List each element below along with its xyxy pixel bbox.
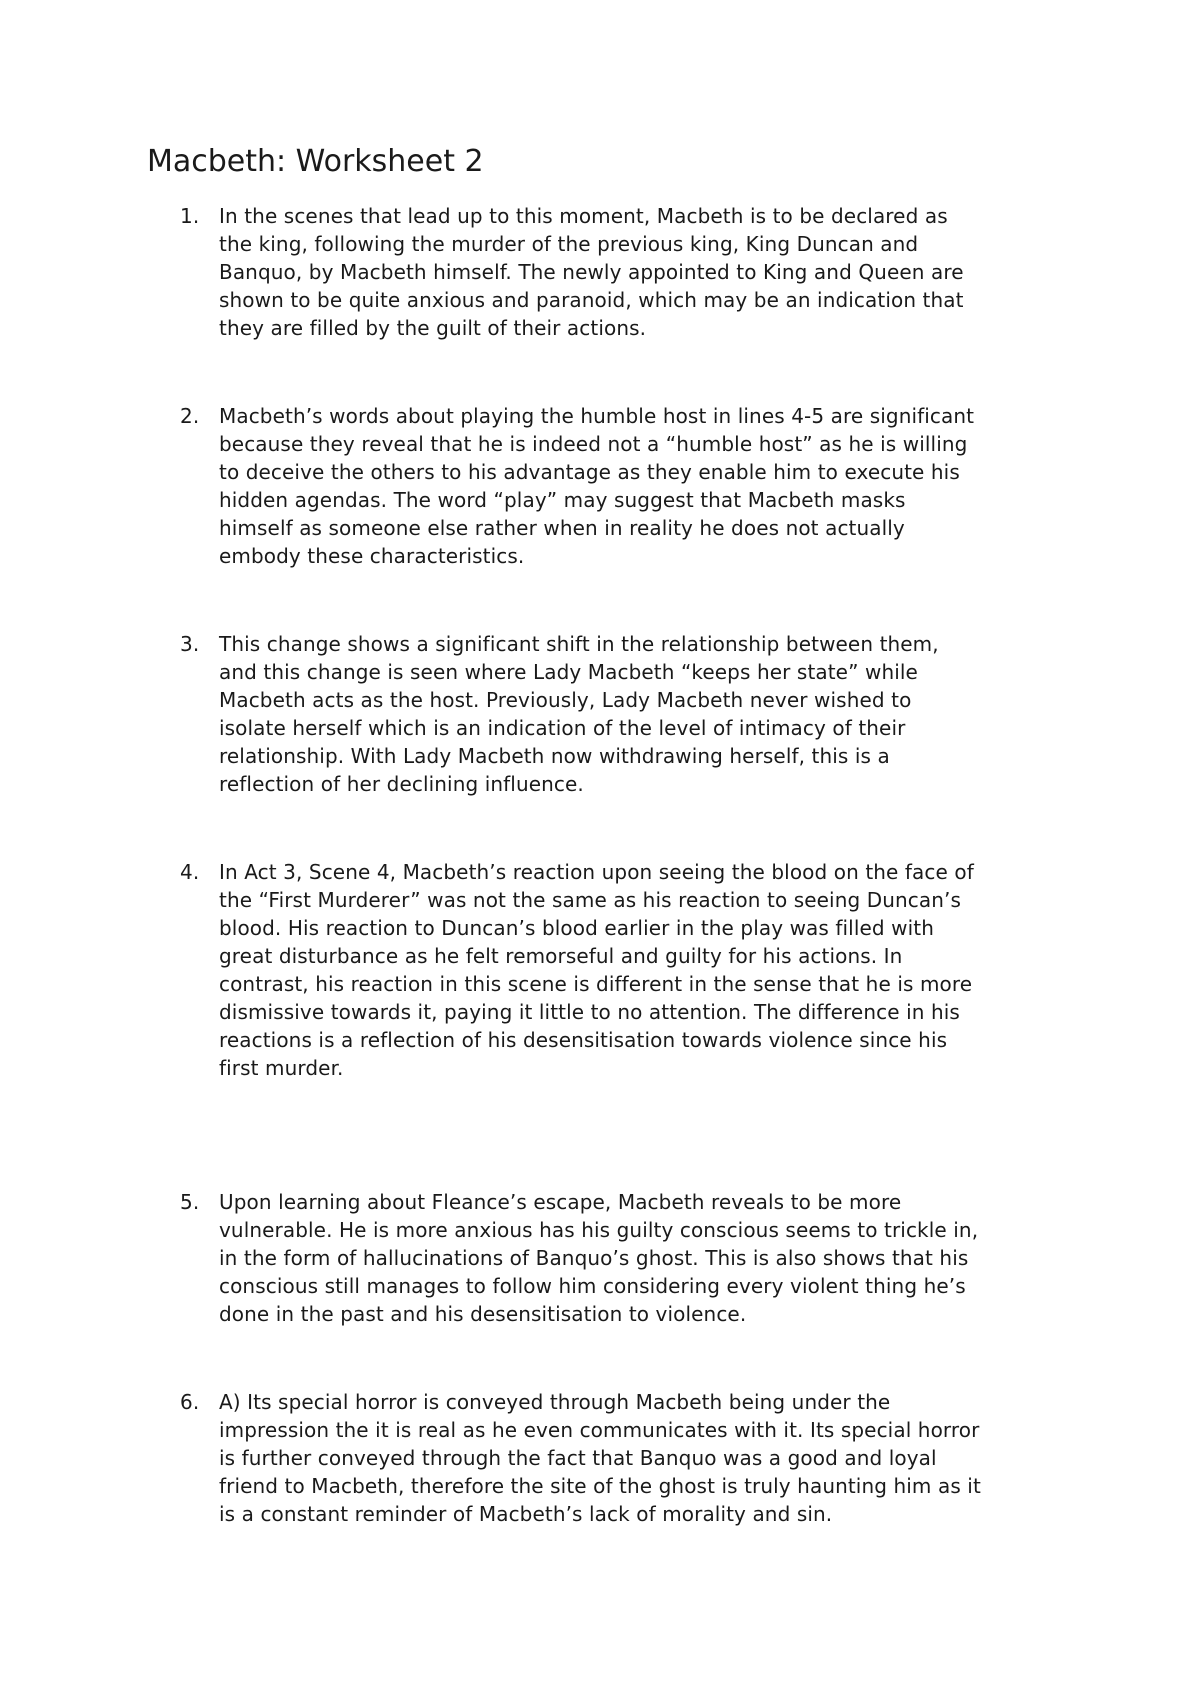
text-line: done in the past and his desensitisation to violence. (219, 1302, 747, 1326)
text-line: In Act 3, Scene 4, Macbeth’s reaction upon seeing the blood on the face of (219, 860, 974, 884)
text-line: the king, following the murder of the previous king, King Duncan and (219, 232, 919, 256)
list-item-text (219, 630, 1079, 798)
text-line: vulnerable. He is more anxious has his guilty conscious seems to trickle in, (219, 1218, 979, 1242)
page-title: Macbeth: Worksheet 2 (147, 144, 484, 179)
text-line: In the scenes that lead up to this moment, Macbeth is to be declared as (219, 204, 948, 228)
list-item-4 (180, 858, 1080, 1082)
list-item-1 (180, 202, 1080, 342)
text-line: is further conveyed through the fact that Banquo was a good and loyal (219, 1446, 937, 1470)
text-line: reactions is a reflection of his desensitisation towards violence since his (219, 1028, 948, 1052)
text-line: This change shows a significant shift in the relationship between them, (219, 632, 939, 656)
list-number: 5. (180, 1190, 200, 1214)
text-line: hidden agendas. The word “play” may suggest that Macbeth masks (219, 488, 906, 512)
list-item-text (219, 1388, 1079, 1528)
text-line: and this change is seen where Lady Macbeth “keeps her state” while (219, 660, 918, 684)
text-line: embody these characteristics. (219, 544, 525, 568)
list-item-text (219, 1188, 1079, 1328)
list-number: 3. (180, 632, 200, 656)
list-item-text (219, 402, 1079, 570)
text-line: contrast, his reaction in this scene is different in the sense that he is more (219, 972, 973, 996)
list-item-6 (180, 1388, 1080, 1528)
text-line: dismissive towards it, paying it little to no attention. The difference in his (219, 1000, 960, 1024)
list-item-2 (180, 402, 1080, 570)
text-line: friend to Macbeth, therefore the site of the ghost is truly haunting him as it (219, 1474, 981, 1498)
text-line: reflection of her declining influence. (219, 772, 584, 796)
text-line: great disturbance as he felt remorseful and guilty for his actions. In (219, 944, 903, 968)
text-line: relationship. With Lady Macbeth now withdrawing herself, this is a (219, 744, 890, 768)
text-line: the “First Murderer” was not the same as his reaction to seeing Duncan’s (219, 888, 962, 912)
text-line: to deceive the others to his advantage as they enable him to execute his (219, 460, 960, 484)
text-line: is a constant reminder of Macbeth’s lack of morality and sin. (219, 1502, 833, 1526)
text-line: in the form of hallucinations of Banquo’s ghost. This is also shows that his (219, 1246, 969, 1270)
text-line: they are filled by the guilt of their actions. (219, 316, 647, 340)
text-line: impression the it is real as he even communicates with it. Its special horror (219, 1418, 980, 1442)
list-number: 6. (180, 1390, 200, 1414)
text-line: first murder. (219, 1056, 344, 1080)
list-item-3 (180, 630, 1080, 798)
text-line: conscious still manages to follow him considering every violent thing he’s (219, 1274, 966, 1298)
list-item-5 (180, 1188, 1080, 1328)
text-line: shown to be quite anxious and paranoid, which may be an indication that (219, 288, 964, 312)
text-line: Upon learning about Fleance’s escape, Macbeth reveals to be more (219, 1190, 902, 1214)
text-line: Macbeth acts as the host. Previously, Lady Macbeth never wished to (219, 688, 912, 712)
text-line: isolate herself which is an indication of the level of intimacy of their (219, 716, 906, 740)
text-line: Macbeth’s words about playing the humble host in lines 4-5 are significant (219, 404, 975, 428)
list-item-text (219, 202, 1079, 342)
text-line: because they reveal that he is indeed not a “humble host” as he is willing (219, 432, 968, 456)
text-line: blood. His reaction to Duncan’s blood earlier in the play was filled with (219, 916, 934, 940)
list-item-text (219, 858, 1079, 1082)
text-line: Banquo, by Macbeth himself. The newly appointed to King and Queen are (219, 260, 964, 284)
list-number: 4. (180, 860, 200, 884)
text-line: himself as someone else rather when in reality he does not actually (219, 516, 905, 540)
text-line: A) Its special horror is conveyed through Macbeth being under the (219, 1390, 891, 1414)
list-number: 2. (180, 404, 200, 428)
list-number: 1. (180, 204, 200, 228)
